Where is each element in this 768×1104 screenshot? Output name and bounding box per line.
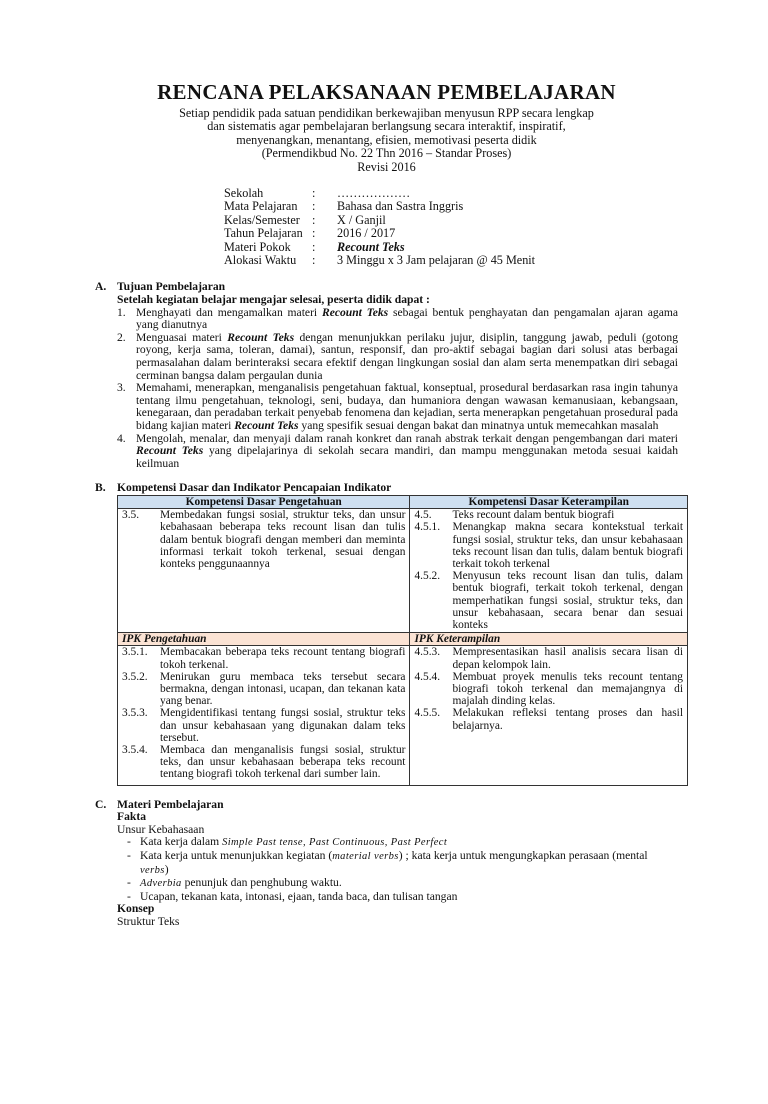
item-number: 2.	[117, 330, 126, 344]
indicator-number: 3.5.3.	[122, 707, 148, 720]
section-body	[117, 294, 678, 470]
indicator-number: 4.5.3.	[414, 646, 441, 659]
column-header: Kompetensi Dasar Keterampilan	[410, 495, 688, 508]
indicator-number: 4.5.	[414, 509, 432, 522]
identity-value: X / Ganjil	[337, 212, 386, 227]
item-text-part: )	[164, 862, 169, 876]
item-text	[136, 433, 678, 471]
indicator-item	[414, 707, 683, 731]
indicator-item	[414, 671, 683, 708]
item-number: 1.	[117, 305, 126, 319]
item-text-part: penunjuk dan penghubung waktu.	[181, 876, 342, 890]
indicator-text: Menirukan guru membaca teks tersebut secara bermakna, dengan intonasi, ucapan, dan tekanan kata yang benar.	[160, 670, 406, 708]
section-kompetensi	[95, 481, 683, 785]
indicator-text: Teks recount dalam bentuk biografi	[452, 509, 615, 522]
item-number: 4.	[117, 431, 126, 445]
indicator-text: Menyusun teks recount lisan dan tulis, dalam bentuk biografi, terkait tokoh terkenal, dengan memperhatikan fungsi sosial, struktur teks, dan unsur kebahasaan, secara benar dan sesuai konteks	[452, 570, 683, 631]
item-text	[136, 332, 678, 382]
indicator-text: Membacakan beberapa teks recount tentang biografi tokoh terkenal.	[160, 646, 406, 671]
indicator-text: Membedakan fungsi sosial, struktur teks, dan unsur kebahasaan beberapa teks recount lisan dan tulis dalam bentuk biografi dengan memberi dan meminta informasi terkait tokoh terkenal, sesuai dengan konteks penggunaannya	[160, 509, 406, 570]
item-emphasis: Simple Past tense, Past Continuous, Past Perfect	[222, 837, 448, 849]
item-text-part: Kata kerja dalam	[140, 835, 223, 849]
indicator-number: 3.5.4.	[122, 744, 148, 757]
section-tujuan	[95, 281, 678, 470]
identity-colon: :	[312, 186, 316, 201]
section-body	[117, 811, 678, 928]
indicator-text: Mempresentasikan hasil analisis secara lisan di depan kelompok lain.	[452, 646, 683, 671]
column-header: Kompetensi Dasar Pengetahuan	[118, 495, 410, 508]
indicator-item	[122, 509, 405, 570]
indicator-item	[414, 509, 683, 521]
item-text-part: Kata kerja untuk menunjukkan kegiatan (	[140, 849, 333, 863]
identity-colon: :	[312, 239, 316, 254]
table-header-row	[118, 495, 688, 508]
indicator-number: 4.5.2.	[414, 570, 441, 583]
dash-bullet: -	[127, 889, 131, 903]
indicator-text: Membaca dan menganalisis fungsi sosial, struktur teks, dan unsur kebahasaan beberapa teks recount tentang biografi tokoh terkenal dari sumber lain.	[160, 744, 406, 781]
indicator-number: 3.5.1.	[122, 646, 148, 659]
identity-key: Kelas/Semester	[224, 212, 300, 227]
identity-row	[224, 200, 678, 213]
section-letter: B.	[95, 481, 106, 495]
item-text-part: Menguasai materi	[136, 330, 228, 344]
list-item	[117, 332, 678, 382]
identity-colon: :	[312, 253, 316, 268]
identity-value: 2016 / 2017	[337, 226, 396, 241]
ipk-label: IPK Keterampilan	[410, 633, 688, 646]
section-title: Materi Pembelajaran	[117, 797, 224, 811]
identity-row	[224, 254, 678, 267]
table-cell	[118, 509, 410, 633]
section-materi	[95, 799, 678, 929]
subtitle-line: (Permendikbud No. 22 Thn 2016 – Standar Proses)	[261, 146, 512, 161]
identity-key: Mata Pelajaran	[224, 199, 298, 214]
dash-bullet: -	[127, 876, 131, 890]
unsur-label: Unsur Kebahasaan	[117, 822, 205, 836]
list-item	[127, 836, 678, 850]
struktur-label: Struktur Teks	[117, 914, 180, 928]
identity-value: Bahasa dan Sastra Inggris	[337, 199, 464, 214]
dash-bullet: -	[127, 835, 131, 849]
indicator-number: 4.5.1.	[414, 521, 441, 534]
item-emphasis: material verbs	[332, 851, 399, 863]
indicator-text: Membuat proyek menulis teks recount tentang biografi tokoh terkenal dan memajangnya di majalah dinding kelas.	[452, 670, 683, 708]
indicator-item	[414, 570, 683, 631]
identity-block	[224, 187, 678, 267]
indicator-text: Melakukan refleksi tentang proses dan hasil belajarnya.	[452, 707, 683, 732]
subtitle-line: menyenangkan, menantang, efisien, memotivasi peserta didik	[236, 132, 537, 147]
item-text	[140, 836, 447, 850]
list-item	[117, 382, 678, 432]
indicator-item	[122, 646, 405, 670]
indicator-item	[122, 671, 405, 708]
subheading-konsep: Konsep	[117, 902, 155, 916]
indicator-number: 4.5.5.	[414, 707, 441, 720]
section-heading	[95, 482, 678, 495]
identity-row	[224, 241, 678, 254]
indicator-item	[122, 744, 405, 781]
section-title: Kompetensi Dasar dan Indikator Pencapaian Indikator	[117, 481, 392, 495]
item-text: Ucapan, tekanan kata, intonasi, ejaan, tanda baca, dan tulisan tangan	[140, 889, 458, 903]
list-item	[127, 891, 678, 904]
identity-value: Recount Teks	[337, 239, 405, 254]
ipk-label: IPK Pengetahuan	[118, 633, 410, 646]
indicator-text: Menangkap makna secara kontekstual terkait fungsi sosial, struktur teks, dan unsur kebahasaan teks recount lisan dan tulis, dalam bentuk biografi terkait tokoh terkenal	[452, 521, 683, 570]
tujuan-list	[117, 307, 678, 471]
list-item	[127, 877, 678, 891]
item-emphasis: Adverbia	[140, 878, 182, 890]
identity-key: Alokasi Waktu	[224, 253, 297, 268]
identity-colon: :	[312, 212, 316, 227]
item-emphasis: Recount Teks	[234, 419, 299, 432]
subheading-fakta: Fakta	[117, 810, 146, 824]
section-heading	[95, 799, 678, 812]
indicator-item	[122, 707, 405, 744]
table-cell	[410, 646, 688, 785]
list-item	[117, 307, 678, 332]
item-emphasis: Recount Teks	[227, 330, 295, 344]
section-letter: C.	[95, 797, 107, 811]
identity-colon: :	[312, 226, 316, 241]
section-letter: A.	[95, 280, 107, 294]
subtitle-line: Revisi 2016	[357, 159, 416, 174]
identity-row	[224, 187, 678, 200]
table-row	[118, 646, 688, 785]
identity-value: ………………	[337, 186, 411, 201]
item-text-part: ) ; kata kerja untuk mengungkapkan perasaan (mental	[398, 849, 648, 863]
section-title: Tujuan Pembelajaran	[117, 280, 226, 294]
item-emphasis: verbs	[140, 864, 165, 876]
item-text-part: Memahami, menerapkan, menganalisis pengetahuan faktual, konseptual, prosedural berdasarkan rasa ingin tahunya tentang ilmu pengetahuan, teknologi, seni, budaya, dan humaniora dengan wawasan kemanusiaan, kebangsaan, kenegaraan, dan peradaban terkait penyebab fenomena dan kejadian, serta menerapkan pengetahuan prosedural pada bidang kajian materi	[136, 381, 678, 432]
identity-colon: :	[312, 199, 316, 214]
indicator-text: Mengidentifikasi tentang fungsi sosial, struktur teks dan unsur kebahasaan yang digunakan dalam teks tersebut.	[160, 707, 406, 744]
list-item	[117, 433, 678, 471]
identity-row	[224, 227, 678, 240]
list-item	[127, 850, 678, 877]
item-text-part: yang dipelajarinya di sekolah secara mandiri, dan mampu menggunakan metoda sesuai kaidah keilmuan	[136, 444, 678, 470]
subtitle-line: dan sistematis agar pembelajaran berlangsung secara interaktif, inspiratif,	[207, 119, 566, 134]
item-text-part: Mengolah, menalar, dan menyaji dalam ranah konkret dan ranah abstrak terkait dengan pengembangan dari materi	[136, 431, 678, 445]
indicator-item	[414, 646, 683, 670]
item-text-part: yang spesifik sesuai dengan bakat dan minatnya untuk memecahkan masalah	[298, 419, 659, 432]
document-subtitle	[95, 107, 678, 174]
item-text	[140, 877, 342, 891]
item-emphasis: Recount Teks	[321, 305, 389, 319]
item-number: 3.	[117, 381, 126, 395]
item-text	[140, 850, 678, 877]
indicator-number: 4.5.4.	[414, 670, 441, 683]
item-text	[136, 382, 678, 432]
identity-key: Sekolah	[224, 186, 264, 201]
dash-bullet: -	[127, 849, 131, 863]
document-page	[0, 80, 768, 1104]
identity-value: 3 Minggu x 3 Jam pelajaran @ 45 Menit	[337, 253, 536, 268]
identity-key: Tahun Pelajaran	[224, 226, 303, 241]
item-text-part: Menghayati dan mengamalkan materi	[136, 305, 322, 319]
item-emphasis: Recount Teks	[136, 444, 204, 458]
table-cell	[118, 646, 410, 785]
indicator-number: 3.5.	[122, 509, 140, 522]
subtitle-line: Setiap pendidik pada satuan pendidikan berkewajiban menyusun RPP secara lengkap	[179, 106, 594, 120]
section-intro: Setelah kegiatan belajar mengajar selesai, peserta didik dapat :	[117, 293, 430, 307]
identity-row	[224, 214, 678, 227]
document-title: RENCANA PELAKSANAAN PEMBELAJARAN	[157, 80, 616, 104]
item-text	[136, 307, 678, 332]
indicator-number: 3.5.2.	[122, 670, 148, 683]
identity-key: Materi Pokok	[224, 239, 291, 254]
table-row	[118, 509, 688, 633]
item-text-part: dengan menunjukkan perilaku jujur, disiplin, tanggung jawab, peduli (gotong royong, kerja sama, toleran, damai), santun, responsif, dan pro-aktif sebagai bagian dari solusi atas berbagai permasalahan dalam berinteraksi secara efektif dengan lingkungan sosial dan alam serta menempatkan diri sebagai cerminan bangsa dalam pergaulan dunia	[136, 330, 679, 382]
item-text-part: sebagai bentuk penghayatan dan pengamalan ajaran agama yang dianutnya	[136, 305, 679, 332]
kompetensi-table	[117, 495, 688, 786]
table-cell	[410, 509, 688, 633]
ipk-header-row	[118, 633, 688, 646]
indicator-item	[414, 521, 683, 570]
